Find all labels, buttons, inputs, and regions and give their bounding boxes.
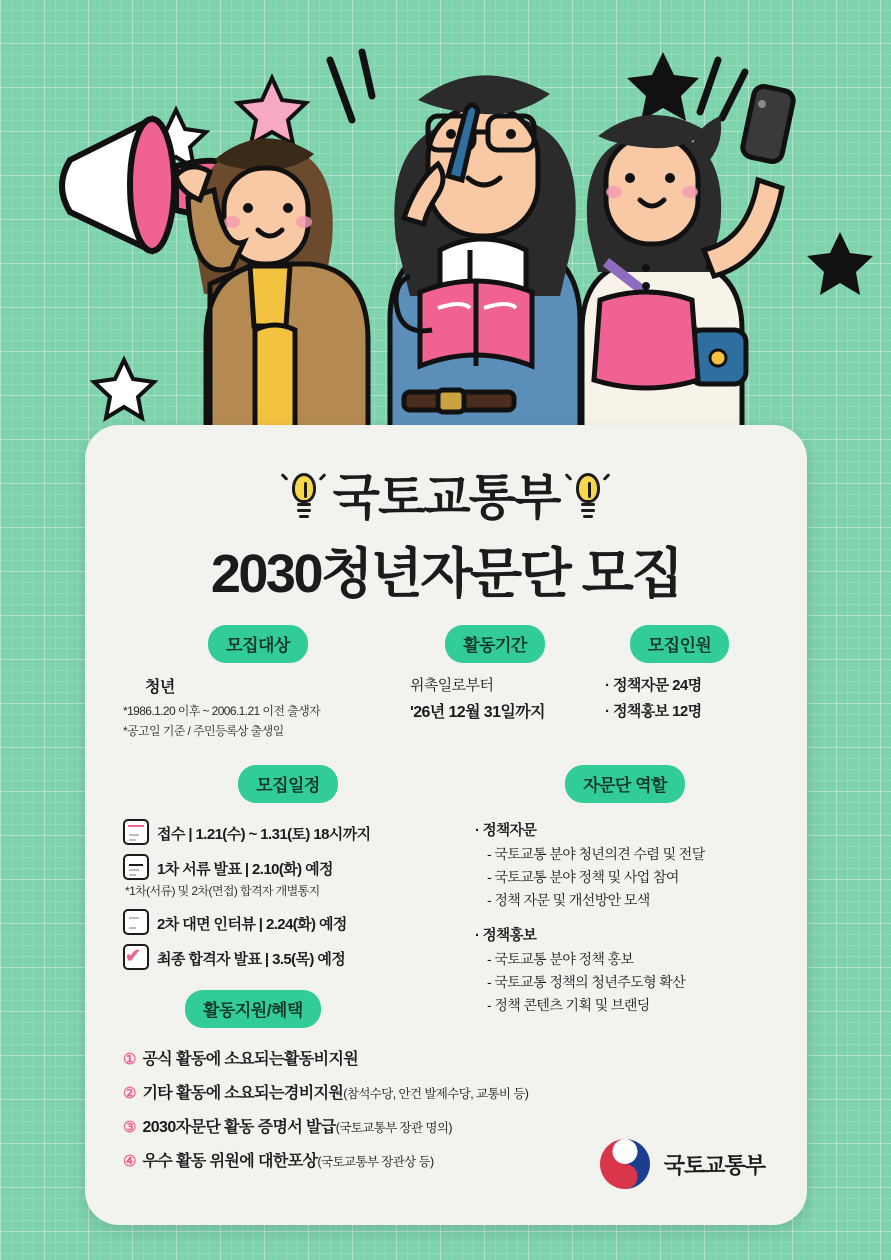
roles-pill: 자문단 역할 bbox=[565, 765, 685, 803]
schedule-item-text: 접수 | 1.21(수) ~ 1.31(토) 18시까지 bbox=[157, 826, 371, 843]
header-illustration bbox=[0, 0, 891, 470]
headcount-pill: 모집인원 bbox=[630, 625, 730, 663]
benefit-text-a: 우수 활동 위원에 대한 bbox=[142, 1153, 288, 1170]
target-pill: 모집대상 bbox=[208, 625, 308, 663]
benefit-text-b: 2030자문단 활동 증명서 발급 bbox=[142, 1119, 336, 1136]
period-line-2: '26년 12월 31일까지 bbox=[410, 704, 545, 721]
schedule-item bbox=[123, 854, 453, 880]
title-line-1: 국토교통부 bbox=[332, 471, 560, 525]
benefit-number: ① bbox=[123, 1051, 137, 1068]
period-line-1: 위촉일로부터 bbox=[410, 677, 494, 694]
section-headcount bbox=[597, 625, 762, 721]
schedule-pill: 모집일정 bbox=[238, 765, 338, 803]
lightbulb-icon bbox=[573, 467, 603, 521]
benefit-item bbox=[123, 1046, 763, 1069]
section-schedule bbox=[123, 765, 453, 979]
section-target bbox=[123, 625, 393, 739]
schedule-item-text: 2차 대면 인터뷰 | 2.24(화) 예정 bbox=[157, 916, 347, 933]
benefit-text-b: 활동비 bbox=[283, 1051, 329, 1068]
section-period bbox=[410, 625, 580, 722]
poster-title bbox=[123, 459, 769, 608]
benefit-text-tail: 지원 bbox=[328, 1051, 359, 1068]
target-note-1: *1986.1.20 이후 ~ 2006.1.21 이전 출생자 bbox=[123, 704, 321, 718]
section-roles bbox=[475, 765, 775, 1018]
period-pill: 활동기간 bbox=[445, 625, 545, 663]
headcount-item: · 정책홍보 12명 bbox=[605, 703, 702, 720]
headcount-item: · 정책자문 24명 bbox=[605, 677, 702, 694]
benefit-text-paren: (국토교통부 장관 명의) bbox=[335, 1121, 452, 1135]
schedule-item-text: 1차 서류 발표 | 2.10(화) 예정 bbox=[157, 861, 333, 878]
ministry-logo-text: 국토교통부 bbox=[663, 1152, 765, 1178]
ministry-logo bbox=[598, 1137, 765, 1191]
role-group-name: · 정책자문 bbox=[475, 823, 537, 839]
interview-icon bbox=[123, 909, 149, 935]
role-item: - 정책 콘텐츠 기획 및 브랜딩 bbox=[487, 997, 650, 1013]
benefit-text-b: 포상 bbox=[287, 1153, 318, 1170]
schedule-item-text: 최종 합격자 발표 | 3.5(목) 예정 bbox=[157, 951, 346, 968]
schedule-item-note: *1차(서류) 및 2차(면접) 합격자 개별통지 bbox=[125, 884, 320, 898]
role-item: - 국토교통 분야 정책 및 사업 참여 bbox=[487, 869, 679, 885]
benefit-number: ③ bbox=[123, 1119, 137, 1136]
title-line-2: 2030청년자문단 모집 bbox=[210, 544, 682, 604]
schedule-item bbox=[123, 944, 453, 970]
lightbulb-icon bbox=[289, 467, 319, 521]
benefit-text-paren: (참석수당, 안건 발제수당, 교통비 등) bbox=[343, 1087, 529, 1101]
taeguk-icon bbox=[598, 1137, 652, 1191]
benefit-text-tail: 지원 bbox=[313, 1085, 344, 1102]
role-item: - 정책 자문 및 개선방안 모색 bbox=[487, 892, 650, 908]
benefit-number: ② bbox=[123, 1085, 137, 1102]
benefits-pill: 활동지원/혜택 bbox=[185, 990, 321, 1028]
benefit-number: ④ bbox=[123, 1153, 137, 1170]
benefit-item bbox=[123, 1080, 763, 1103]
benefit-text-a: 공식 활동에 소요되는 bbox=[142, 1051, 284, 1068]
calendar-icon bbox=[123, 819, 149, 845]
role-item: - 국토교통 분야 청년의견 수렴 및 전달 bbox=[487, 846, 705, 862]
role-item: - 국토교통 정책의 청년주도형 확산 bbox=[487, 974, 686, 990]
benefit-item bbox=[123, 1114, 763, 1137]
target-note-2: *공고일 기준 / 주민등록상 출생일 bbox=[123, 724, 284, 738]
schedule-item bbox=[123, 909, 453, 935]
role-item: - 국토교통 분야 정책 홍보 bbox=[487, 951, 634, 967]
document-icon bbox=[123, 854, 149, 880]
checkbox-icon: ✔ bbox=[123, 944, 149, 970]
benefit-text-a: 기타 활동에 소요되는 bbox=[142, 1085, 284, 1102]
poster-card bbox=[85, 425, 807, 1225]
role-group-name: · 정책홍보 bbox=[475, 928, 537, 944]
schedule-item bbox=[123, 819, 453, 845]
target-main: 청년 bbox=[145, 679, 175, 696]
benefit-text-b: 경비 bbox=[283, 1085, 314, 1102]
benefit-text-paren: (국토교통부 장관상 등) bbox=[317, 1155, 434, 1169]
